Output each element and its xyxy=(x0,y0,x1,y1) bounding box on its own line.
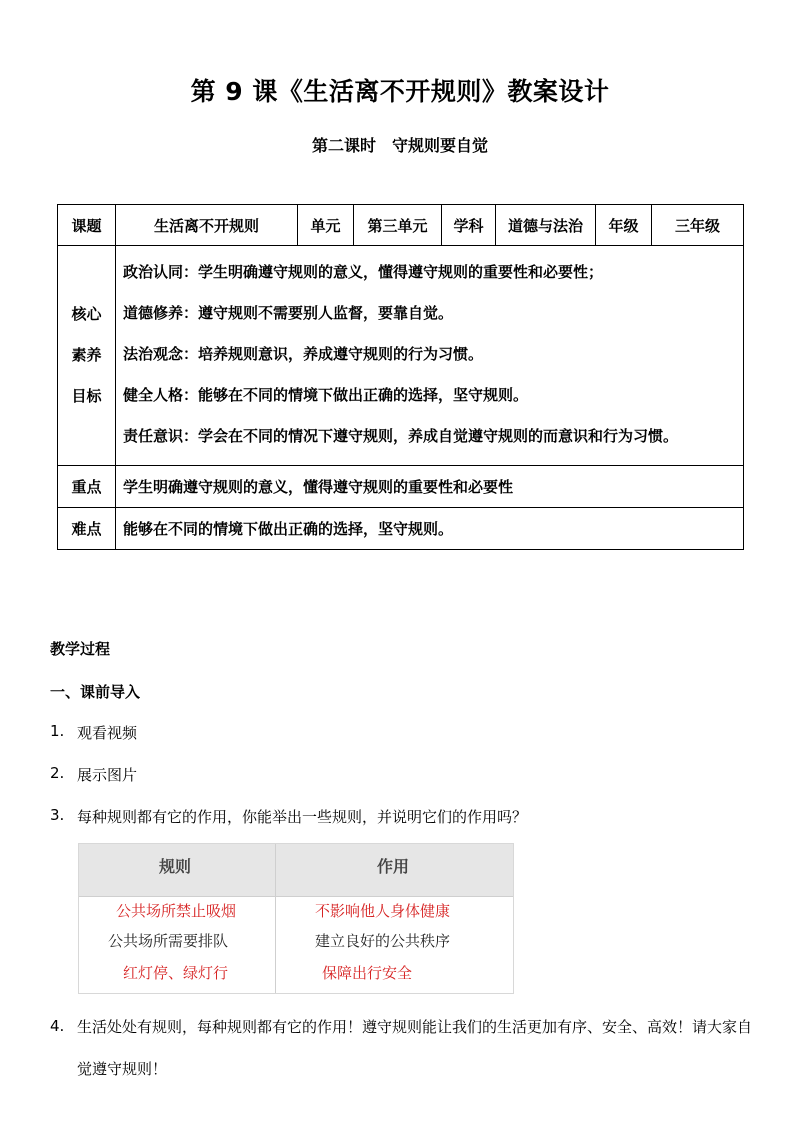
subject-label: 学科 xyxy=(442,205,496,246)
topic-value: 生活离不开规则 xyxy=(116,205,298,246)
list-item-text: 每种规则都有它的作用，你能举出一些规则，并说明它们的作用吗？ xyxy=(77,808,528,826)
list-item-text: 生活处处有规则，每种规则都有它的作用！遵守规则能让我们的生活更加有序、安全、高效！请大家自觉遵守规则！ xyxy=(77,1018,753,1078)
effect-col-header: 作用 xyxy=(377,857,410,876)
grade-value: 三年级 xyxy=(652,205,744,246)
effect-cell: 保障出行安全 xyxy=(322,964,413,982)
unit-label: 单元 xyxy=(298,205,354,246)
goal-responsibility: 责任意识：学会在不同的情况下遵守规则，养成自觉遵守规则的而意识和行为习惯。 xyxy=(123,427,679,445)
unit-value: 第三单元 xyxy=(354,205,442,246)
goal-personality: 健全人格：能够在不同的情境下做出正确的选择，坚守规则。 xyxy=(123,386,529,404)
rule-cell: 公共场所需要排队 xyxy=(108,932,229,950)
rules-table-header xyxy=(79,844,513,897)
rule-cell: 公共场所禁止吸烟 xyxy=(116,902,237,920)
info-header-row xyxy=(58,205,744,246)
list-item-number: 1. xyxy=(50,722,65,740)
rule-cell: 红灯停、绿灯行 xyxy=(123,964,229,982)
topic-label: 课题 xyxy=(58,205,116,246)
difficult-point-value: 能够在不同的情境下做出正确的选择，坚守规则。 xyxy=(116,508,744,550)
list-item-text: 观看视频 xyxy=(77,724,138,742)
list-item-number: 3. xyxy=(50,806,65,824)
list-item-number: 4. xyxy=(50,1017,65,1035)
lesson-info-table xyxy=(57,204,744,550)
subject-value: 道德与法治 xyxy=(496,205,596,246)
document-subtitle: 第二课时 守规则要自觉 xyxy=(311,136,488,155)
difficult-point-label: 难点 xyxy=(58,508,116,550)
key-point-label: 重点 xyxy=(58,466,116,508)
process-heading: 教学过程 xyxy=(50,640,111,658)
goals-label-line: 目标 xyxy=(71,387,102,405)
goals-content xyxy=(116,246,744,466)
rules-table xyxy=(78,843,514,994)
rules-col-header: 规则 xyxy=(159,857,192,876)
effect-cell: 不影响他人身体健康 xyxy=(315,902,451,920)
goals-label-line: 素养 xyxy=(71,346,102,364)
goals-row xyxy=(58,246,744,466)
section-heading: 一、课前导入 xyxy=(50,683,141,701)
goal-moral: 道德修养：遵守规则不需要别人监督，要靠自觉。 xyxy=(123,304,454,322)
key-point-value: 学生明确遵守规则的意义，懂得遵守规则的重要性和必要性 xyxy=(116,466,744,508)
difficult-point-row xyxy=(58,508,744,550)
goals-label-line: 核心 xyxy=(71,305,102,323)
goals-label xyxy=(58,246,116,466)
rules-table-divider xyxy=(275,844,276,993)
document-title: 第 9 课《生活离不开规则》教案设计 xyxy=(190,77,610,106)
effect-cell: 建立良好的公共秩序 xyxy=(315,932,451,950)
list-item-number: 2. xyxy=(50,764,65,782)
goal-legal: 法治观念：培养规则意识，养成遵守规则的行为习惯。 xyxy=(123,345,484,363)
goal-political: 政治认同：学生明确遵守规则的意义，懂得遵守规则的重要性和必要性； xyxy=(123,263,604,281)
grade-label: 年级 xyxy=(596,205,652,246)
list-item-text: 展示图片 xyxy=(77,766,138,784)
key-point-row xyxy=(58,466,744,508)
